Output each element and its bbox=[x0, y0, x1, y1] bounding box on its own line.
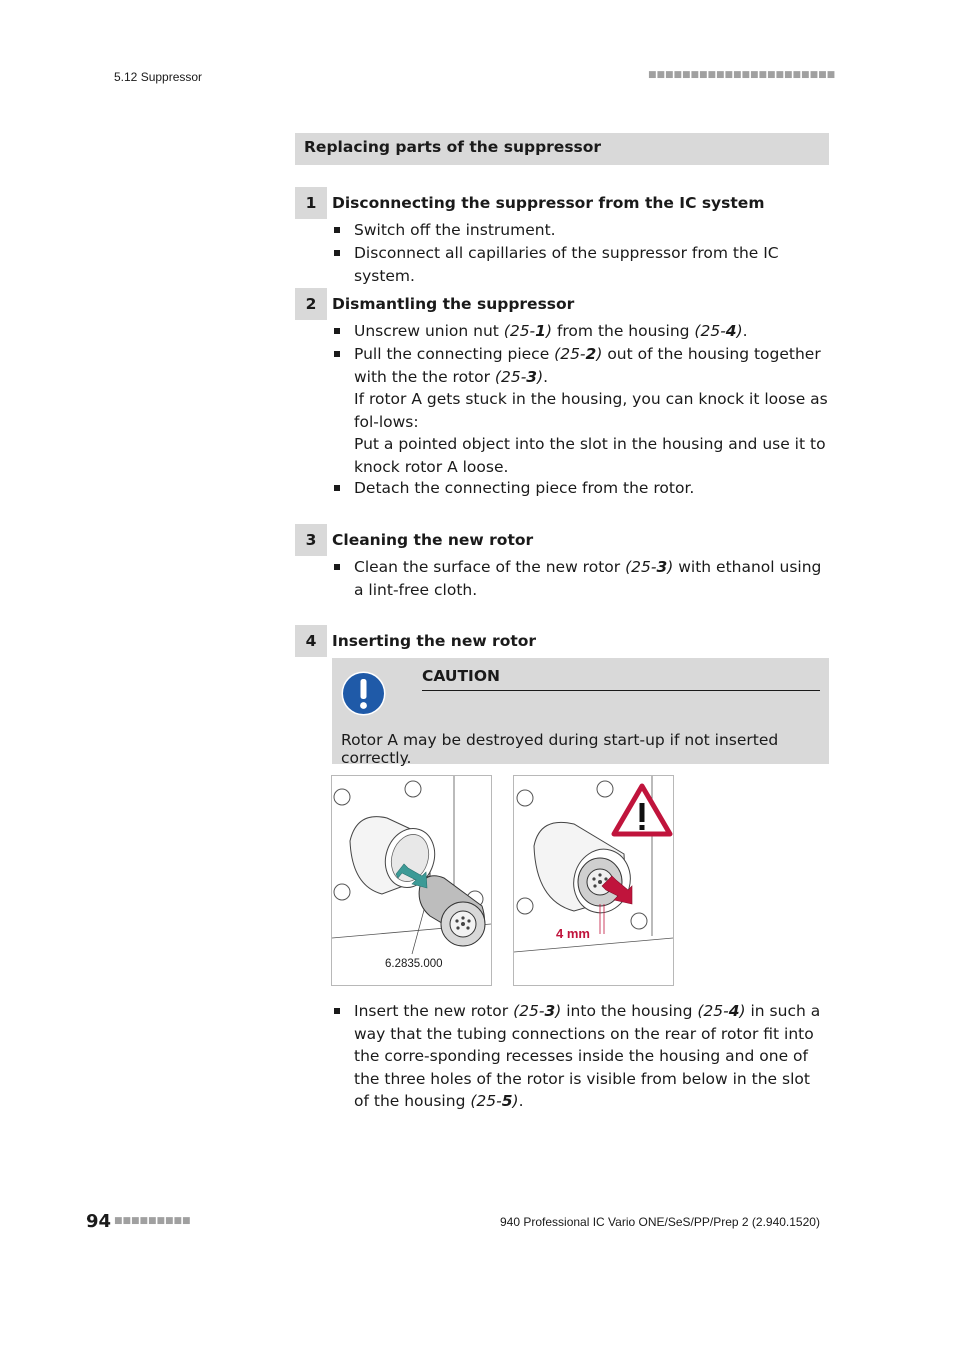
figure-rotor-inserted bbox=[513, 775, 674, 986]
step-2-bullet-1: Unscrew union nut (25-1) from the housing (25-4). bbox=[354, 322, 748, 340]
caution-text: Rotor A may be destroyed during start-up if not inserted correctly. bbox=[341, 731, 779, 767]
step-4-title: Inserting the new rotor bbox=[332, 632, 537, 650]
step-1-title: Disconnecting the suppressor from the IC system bbox=[332, 194, 765, 212]
bullet-marker bbox=[334, 351, 340, 357]
figure-part-number: 6.2835.000 bbox=[385, 958, 443, 970]
step-1-number: 1 bbox=[295, 187, 327, 219]
bullet-marker bbox=[334, 1008, 340, 1014]
step-3-bullet-1: Clean the surface of the new rotor (25-3) with ethanol using a lint-free cloth. bbox=[354, 558, 822, 599]
step-3-title: Cleaning the new rotor bbox=[332, 531, 534, 549]
bullet-marker bbox=[334, 250, 340, 256]
step-1-bullet-2: Disconnect all capillaries of the suppressor from the IC system. bbox=[354, 244, 779, 285]
step-2-note-1: If rotor A gets stuck in the housing, you can knock it loose as fol-lows: bbox=[354, 390, 828, 431]
step-4-bullet-1: Insert the new rotor (25-3) into the housing (25-4) in such a way that the tubing connections on the rear of rotor fit into the corre-sponding recesses inside the housing and one of the three holes of the rotor is visible from below in the slot of the housing (25-5). bbox=[354, 1002, 821, 1110]
caution-divider bbox=[422, 690, 820, 691]
running-header-dots: ■■■■■■■■■■■■■■■■■■■■■■ bbox=[648, 70, 836, 80]
section-heading: Replacing parts of the suppressor bbox=[304, 138, 602, 156]
figure-dimension-label: 4 mm bbox=[556, 926, 590, 941]
footer-document-title: 940 Professional IC Vario ONE/SeS/PP/Prep 2 (2.940.1520) bbox=[500, 1215, 820, 1229]
figure-insert-rotor bbox=[331, 775, 492, 986]
bullet-marker bbox=[334, 227, 340, 233]
bullet-marker bbox=[334, 485, 340, 491]
step-2-bullet-3: Detach the connecting piece from the rotor. bbox=[354, 479, 695, 497]
step-4-number: 4 bbox=[295, 625, 327, 657]
step-2-note-2: Put a pointed object into the slot in the housing and use it to knock rotor A loose. bbox=[354, 435, 826, 476]
caution-title: CAUTION bbox=[422, 667, 500, 685]
page-number: 94 bbox=[86, 1211, 112, 1232]
footer-dots: ■■■■■■■■■ bbox=[114, 1216, 191, 1226]
step-3-number: 3 bbox=[295, 524, 327, 556]
caution-box bbox=[332, 658, 829, 767]
running-header-section: 5.12 Suppressor bbox=[114, 70, 203, 84]
section-heading-bar bbox=[295, 133, 829, 165]
bullet-marker bbox=[334, 328, 340, 334]
caution-exclamation-icon bbox=[340, 670, 387, 721]
step-2-number: 2 bbox=[295, 288, 327, 320]
step-2-title: Dismantling the suppressor bbox=[332, 295, 575, 313]
step-1-bullet-1: Switch off the instrument. bbox=[354, 221, 556, 239]
bullet-marker bbox=[334, 564, 340, 570]
step-2-bullet-2: Pull the connecting piece (25-2) out of the housing together with the the rotor (25-3). bbox=[354, 345, 821, 386]
